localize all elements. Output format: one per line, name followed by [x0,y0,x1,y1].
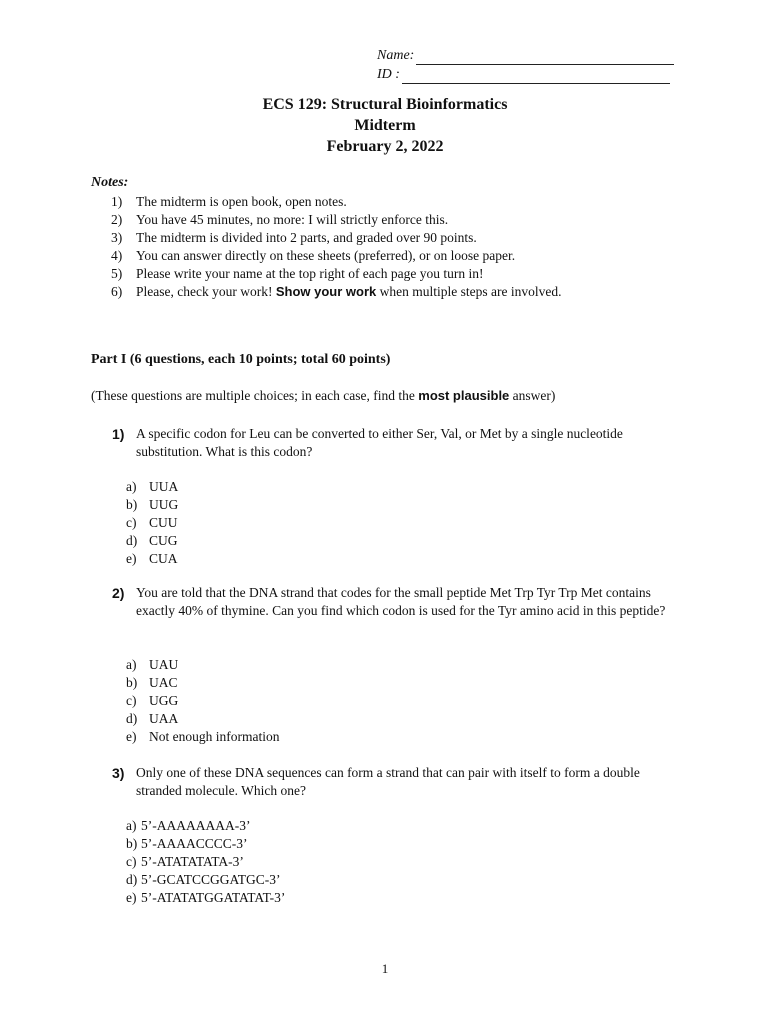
option-letter: c) [126,515,137,530]
instructions-emphasis: most plausible [418,388,510,403]
note-item [111,247,561,265]
answer-option[interactable] [126,656,279,674]
question-number: 1) [112,426,125,442]
note-number: 6) [111,284,123,299]
answer-option[interactable] [126,817,285,835]
exam-date: February 2, 2022 [326,138,444,155]
name-blank-line[interactable] [416,51,674,65]
instructions-end: answer) [509,388,556,403]
option-text: CUG [149,533,178,548]
question-2 [112,584,672,620]
question-text: You are told that the DNA strand that codes for the small peptide Met Trp Tyr Trp Met contains exactly 40% of thymine. Can you find which codon is used for the Tyr amino acid in this peptide? [136,585,666,618]
option-letter: a) [126,479,137,494]
option-text: UGG [149,693,179,708]
option-text: 5’-ATATATATA-3’ [141,854,244,869]
page-number: 1 [381,961,389,976]
option-letter: d) [126,711,138,726]
option-letter: a) [126,818,137,833]
answer-option[interactable] [126,550,178,568]
option-text: CUA [149,551,178,566]
option-text: 5’-AAAAAAAA-3’ [141,818,251,833]
question-2-options [126,656,279,746]
exam-type: Midterm [354,117,416,134]
answer-option[interactable] [126,835,285,853]
note-item [111,229,561,247]
question-text: Only one of these DNA sequences can form a strand that can pair with itself to form a double stranded molecule. Which one? [136,765,640,798]
exam-title [0,94,770,157]
note-number: 4) [111,248,123,263]
name-id-block [377,46,674,84]
note-text: You can answer directly on these sheets (preferred), or on loose paper. [136,248,516,263]
note-text: Please write your name at the top right of each page you turn in! [136,266,484,281]
option-text: CUU [149,515,178,530]
option-text: UUG [149,497,179,512]
id-label: ID : [377,67,400,82]
answer-option[interactable] [126,728,279,746]
option-letter: e) [126,729,137,744]
question-number: 3) [112,765,125,781]
answer-option[interactable] [126,674,279,692]
note-text: The midterm is divided into 2 parts, and graded over 90 points. [136,230,477,245]
answer-option[interactable] [126,871,285,889]
question-3-options [126,817,285,907]
answer-option[interactable] [126,889,285,907]
id-blank-line[interactable] [402,70,670,84]
instructions-start: (These questions are multiple choices; in each case, find the [91,388,419,403]
option-letter: e) [126,551,137,566]
option-letter: b) [126,497,138,512]
question-number: 2) [112,585,125,601]
question-1-options [126,478,178,568]
option-text: UAC [149,675,178,690]
answer-option[interactable] [126,532,178,550]
question-3 [112,764,672,800]
note-text-end: when multiple steps are involved. [376,284,562,299]
note-number: 3) [111,230,123,245]
note-text [136,283,561,301]
part-one-instructions [91,388,555,404]
note-emphasis: Show your work [275,284,377,299]
option-letter: b) [126,836,138,851]
option-letter: d) [126,533,138,548]
note-text: The midterm is open book, open notes. [136,194,347,209]
answer-option[interactable] [126,496,178,514]
option-text: UUA [149,479,179,494]
option-letter: d) [126,872,138,887]
answer-option[interactable] [126,692,279,710]
name-row [377,46,674,65]
note-number: 2) [111,212,123,227]
note-item [111,283,561,301]
notes-list [111,193,561,301]
option-text: UAU [149,657,179,672]
option-text: Not enough information [149,729,280,744]
option-letter: a) [126,657,137,672]
note-text-start: Please, check your work! [136,284,276,299]
answer-option[interactable] [126,478,178,496]
notes-heading: Notes: [91,175,129,190]
option-text: 5’-AAAACCCC-3’ [141,836,248,851]
option-text: 5’-ATATATGGATATAT-3’ [141,890,286,905]
question-1 [112,425,672,461]
option-letter: c) [126,854,137,869]
answer-option[interactable] [126,514,178,532]
answer-option[interactable] [126,710,279,728]
name-label: Name: [377,48,415,63]
note-item [111,265,561,283]
note-number: 1) [111,194,123,209]
course-title: ECS 129: Structural Bioinformatics [262,96,508,113]
answer-option[interactable] [126,853,285,871]
option-text: UAA [149,711,179,726]
note-text: You have 45 minutes, no more: I will strictly enforce this. [136,212,449,227]
option-letter: b) [126,675,138,690]
note-item [111,211,561,229]
note-item [111,193,561,211]
option-text: 5’-GCATCCGGATGC-3’ [141,872,281,887]
option-letter: e) [126,890,137,905]
id-row [377,65,674,84]
part-one-title: Part I (6 questions, each 10 points; total 60 points) [91,352,391,367]
note-number: 5) [111,266,123,281]
option-letter: c) [126,693,137,708]
question-text: A specific codon for Leu can be converted to either Ser, Val, or Met by a single nucleotide substitution. What is this codon? [136,426,623,459]
